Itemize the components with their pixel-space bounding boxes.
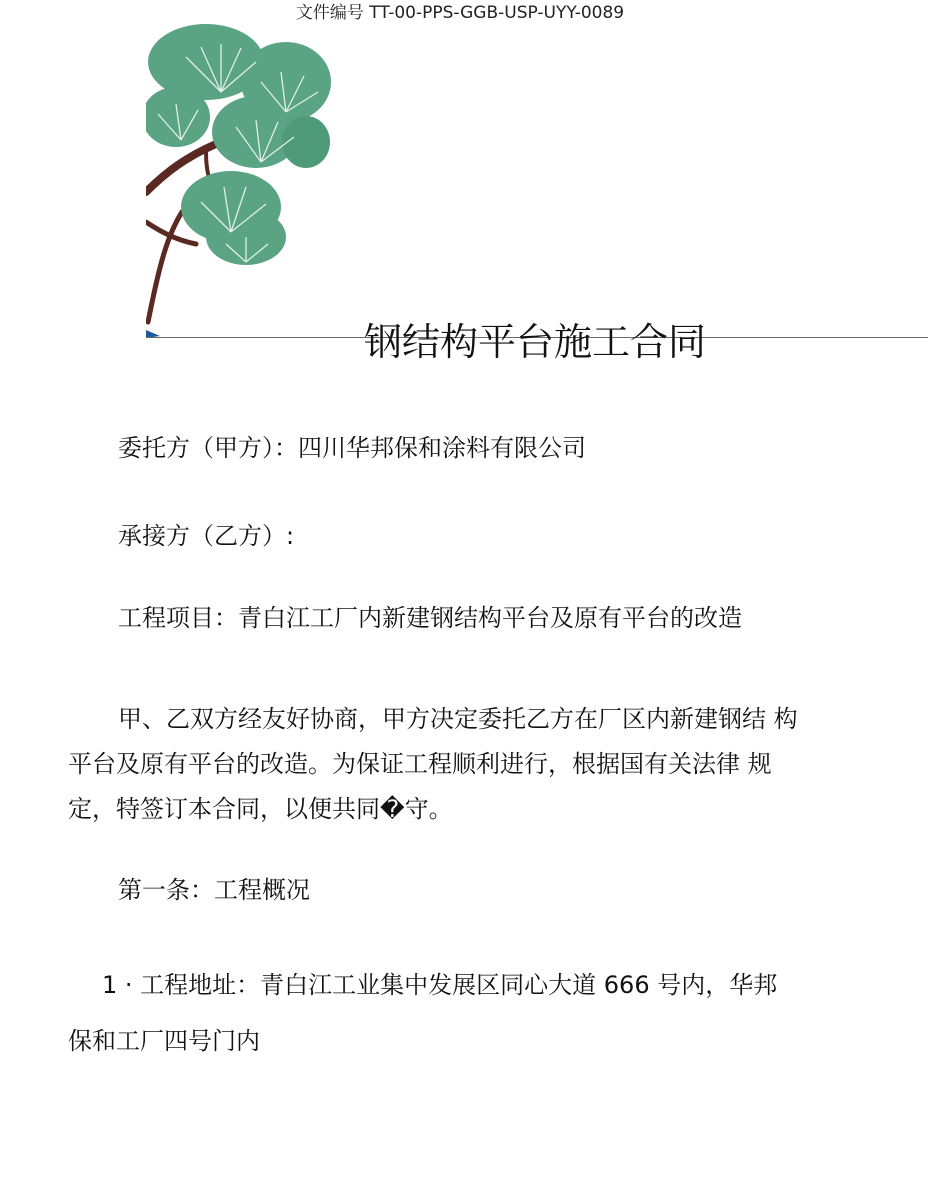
intro-line-3: 定，特签订本合同，以便共同�守。 <box>68 795 453 823</box>
intro-line-2: 平台及原有平台的改造。为保证工程顺利进行，根据国有关法律 规 <box>68 750 772 778</box>
intro-line-1: 甲、乙双方经友好协商，甲方决定委托乙方在厂区内新建钢结 构 <box>118 705 798 733</box>
article-1-item-1-line-1: 1 · 工程地址：青白江工业集中发展区同心大道 666 号内，华邦 <box>102 971 778 999</box>
intro-paragraph <box>68 697 868 832</box>
contractor-party: 承接方（乙方）: <box>118 522 295 550</box>
document-code: 文件编号 TT-00-PPS-GGB-USP-UYY-0089 <box>295 3 625 23</box>
project-line: 工程项目：青白江工厂内新建钢结构平台及原有平台的改造 <box>118 604 742 632</box>
page-title: 钢结构平台施工合同 <box>363 320 706 364</box>
client-party: 委托方（甲方）：四川华邦保和涂料有限公司 <box>118 434 586 462</box>
article-1-item-1-line-2: 保和工厂四号门内 <box>68 1027 260 1055</box>
pine-tree-illustration <box>146 22 336 342</box>
article-1-heading: 第一条：工程概况 <box>118 876 310 904</box>
